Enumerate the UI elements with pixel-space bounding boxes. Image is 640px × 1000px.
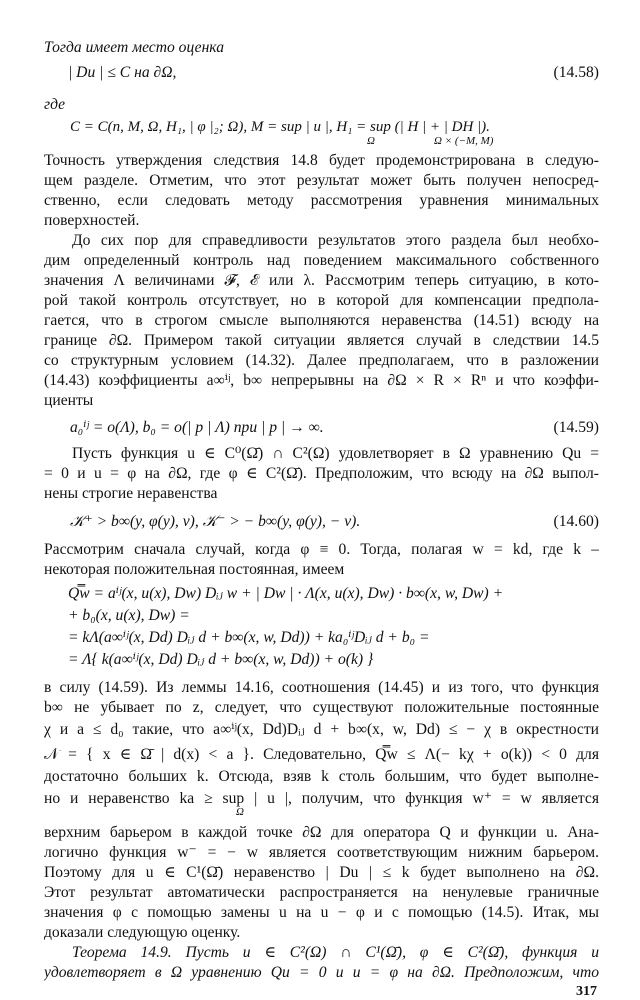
text-line: доказали следующую оценку. — [44, 924, 241, 941]
sup-subscript-omega: Ω — [367, 135, 375, 147]
text-line: значения Λ величинами 𝓕, ℰ или λ. Рассмотрим теперь ситуацию, в кото- — [44, 272, 599, 289]
sup-subscript-domain: Ω × (−M, M) — [434, 135, 494, 147]
text-line: рой такой контроль отсутствует, но в которой для компенсации предпола- — [44, 292, 599, 309]
page-number: 317 — [576, 984, 597, 999]
eq-number-14-58: (14.58) — [553, 64, 599, 81]
eq-number-14-59: (14.59) — [553, 419, 599, 436]
text-line: Точность утверждения следствия 14.8 будет продемонстрирована в следую- — [44, 152, 599, 169]
text-line: Этот результат автоматически распространяется на ненулевые граничные — [44, 884, 599, 901]
text-line: = 0 и u = φ на ∂Ω, где φ ∈ C²(Ω̄). Предположим, что всюду на ∂Ω выпол- — [44, 465, 599, 482]
text-line: нены строгие неравенства — [44, 485, 218, 502]
text-line: гается, что в строгом смысле выполняются неравенства (14.51) всюду на — [44, 312, 599, 329]
formula-14-58: | Du | ≤ C на ∂Ω, — [68, 64, 177, 81]
text-line: поверхностей. — [44, 212, 140, 229]
formula-14-59: a₀ⁱʲ = o(Λ), b₀ = o(| p | Λ) при | p | → ∞. — [70, 419, 324, 436]
text-line: в силу (14.59). Из леммы 14.16, соотношения (14.45) и из того, что функция — [44, 679, 599, 696]
text-line: достаточно больших k. Отсюда, взяв k столь большим, что будет выполне- — [44, 768, 599, 785]
eq-number-14-60: (14.60) — [553, 513, 599, 530]
constant-definition: C = C(n, M, Ω, H₁, | φ |₂; Ω), M = sup | u |, H₁ = sup (| H | + | DH |). — [70, 119, 490, 135]
text-line: Поэтому для u ∈ C¹(Ω̄) неравенство | Du | ≤ k будет выполнено на ∂Ω. — [44, 864, 599, 881]
derivation-line-1: Q̿w = aⁱʲ(x, u(x), Dw) Dᵢⱼ w + | Dw | · Λ(x, u(x), Dw) · b∞(x, w, Dw) + — [68, 585, 504, 602]
text-line: χ и a ≤ d₀ такие, что a∞ⁱʲ(x, Dd)Dᵢⱼ d + b∞(x, w, Dd) ≤ − χ в окрестности — [44, 721, 599, 738]
text-line: Рассмотрим сначала случай, когда φ ≡ 0. Тогда, полагая w = kd, где k – — [44, 541, 599, 558]
theorem-text: удовлетворяет в Ω уравнению Qu = 0 и u = φ на ∂Ω. Предположим, что — [44, 964, 599, 981]
where-word: где — [44, 96, 66, 113]
text-line: верхним барьером в каждой точке ∂Ω для оператора Q и функции u. Ана- — [44, 824, 599, 841]
theorem-heading: Теорема 14.9. Пусть u ∈ C²(Ω) ∩ C¹(Ω̄), φ ∈ C²(Ω̄), функция u — [72, 944, 599, 961]
derivation-line-2: + b₀(x, u(x), Dw) = — [68, 607, 190, 624]
sup-subscript-omega-2: Ω — [236, 806, 244, 818]
text-line: До сих пор для справедливости результатов этого раздела был необхо- — [72, 232, 599, 249]
intro-line: Тогда имеет место оценка — [44, 39, 225, 56]
text-line: циенты — [44, 392, 94, 409]
text-line: границе ∂Ω. Примером такой ситуации является случай в следствии 14.5 — [44, 332, 599, 349]
text-line: логично функция w⁻ = − w является соответствующим нижним барьером. — [44, 844, 599, 861]
text-line: (14.43) коэффициенты a∞ⁱʲ, b∞ непрерывны на ∂Ω × R × Rⁿ и что коэффи- — [44, 372, 599, 389]
text-line: некоторая положительная постоянная, имеем — [44, 561, 345, 578]
text-line: b∞ не убывает по z, следует, что существуют положительные постоянные — [44, 699, 599, 716]
derivation-line-3: = kΛ(a∞ⁱʲ(x, Dd) Dᵢⱼ d + b∞(x, w, Dd)) + ka₀ⁱʲDᵢⱼ d + b₀ = — [68, 629, 430, 646]
text-line: дим определенный контроль над поведением максимального собственного — [44, 252, 599, 269]
text-line: со структурным условием (14.32). Далее предполагаем, что в разложении — [44, 352, 599, 369]
formula-14-60: 𝒦⁺ > b∞(y, φ(y), ν), 𝒦⁻ > − b∞(y, φ(y), − ν). — [70, 513, 361, 530]
text-line: 𝒩 = { x ∈ Ω̄ | d(x) < a }. Следовательно, Q̿w ≤ Λ(− kχ + o(k)) < 0 для — [44, 746, 599, 763]
text-line: но и неравенство ka ≥ sup | u |, получим, что функция w⁺ = w является — [44, 790, 599, 807]
text-line: Пусть функция u ∈ C⁰(Ω̄) ∩ C²(Ω) удовлетворяет в Ω уравнению Qu = — [72, 445, 599, 462]
derivation-line-4: = Λ{ k(a∞ⁱʲ(x, Dd) Dᵢⱼ d + b∞(x, w, Dd)) + o(k) } — [68, 651, 374, 668]
text-line: щем разделе. Отметим, что этот результат может быть получен непосред- — [44, 172, 599, 189]
text-line: значения φ с помощью замены u на u − φ и с помощью (14.5). Итак, мы — [44, 904, 599, 921]
text-line: ственно, если следовать методу рассмотрения уравнения минимальных — [44, 192, 599, 209]
